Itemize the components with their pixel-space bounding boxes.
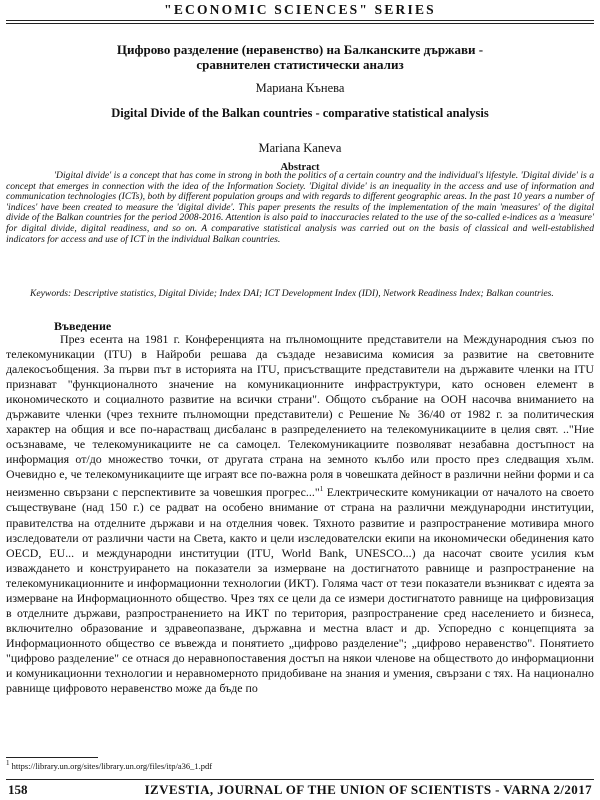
title-bulgarian-line2: сравнителен статистически анализ: [196, 57, 404, 72]
page-number: 158: [8, 782, 28, 797]
body-paragraph: [6, 332, 594, 696]
footnote-reference[interactable]: 1: [319, 485, 324, 494]
keywords: Keywords: Descriptive statistics, Digital Divide; Index DAI; ICT Development Index (IDI), Network Readiness Index; Balkan countries.: [30, 288, 554, 299]
footnote-rule: [6, 757, 98, 758]
series-header: "ECONOMIC SCIENCES" SERIES: [164, 2, 436, 17]
footnote-link[interactable]: https://library.un.org/sites/library.un.org/files/itp/a36_1.pdf: [9, 760, 213, 771]
header-rule-double: [6, 23, 594, 24]
title-english: Digital Divide of the Balkan countries - comparative statistical analysis: [111, 106, 489, 120]
abstract-text: 'Digital divide' is a concept that has come in strong in both the politics of a certain country and the individual's lifestyle. 'Digital divide' is a concept that emerges in connection with the idea of the Information Society. 'Digital divide' is an inequality in the access and use of information and communication technologies (ICTs), both by different population groups and with regards to different geographic areas. In the past 10 years a number of 'indices' have been created to measure the 'digital divide'. This paper presents the results of the implementation of the main 'measures' of the digital divide of the Balkan countries for the period 2008-2016. Attention is also paid to inaccuracies related to the use of the so-called e-indices as a 'measure' for digital divide, digital readiness, and so on. A comparative statistical analysis was carried out on the basis of classical and well-established indicators for access and use of ICT in the individual Balkan countries.: [6, 170, 594, 245]
header-rule: [6, 20, 594, 21]
footnote: [6, 759, 212, 771]
footnote-mark: 1: [6, 759, 10, 767]
journal-name: IZVESTIA, JOURNAL OF THE UNION OF SCIENTISTS - VARNA 2/2017: [144, 782, 592, 797]
body-text-part1: През есента на 1981 г. Конференцията на пълномощните представители на Международния съюз по телекомуникации (ITU) в Найроби решава да създаде независима комисия за развитие на световните далекосъобщения. За първи път в историята на ITU, присъстващите представители на държавите членки на ITU признават "функционалното значение на комуникационните инфраструктури, като основен елемент в икономическото и социалното развитие на всички страни". Общото събрание на ООН насочва вниманието на държавите членки (чрез техните пълномощни представители) с Решение № 36/40 от 1982 г. за политическия характер на общия и все по-нарастващ дисбаланс в разпределението на телекомуникациите в целия свят. .."Ние осъзнаваме, че телекомуникациите не са самоцел. Телекомуникациите позволяват незабавна достъпност на информация от/до множество точки, от другата страна на земното кълбо или просто през следващия хълм. Очевидно е, че телекомуникациите ще играят все по-важна роля в човешката дейност в различни нейни форми и са неизменно свързани с перспективите за човешкия прогрес...": [6, 332, 594, 500]
author-bulgarian: Мариана Кънева: [255, 81, 345, 95]
abstract-heading: Abstract: [280, 162, 320, 173]
body-text-part2: Електрическите комуникации от началото на своето съществуване (над 150 г.) се радват на особено внимание от страна на различни международни институции, правителства на отделните държави и на отделния човек. Тяхното развитие и разпространение мотивира много изследователи от различни части на Света, както и цели изследователски екипи на икономически обединения като OECD, EU... и международни институции (ITU, World Bank, UNESCO...) да насочат своите усилия към изваждането и конструирането на показатели за измерване на достигнатото равнище и разпространение на телекомуникационните и информационни технологии (ИКТ). Голяма част от тези показатели възникват с идеята за измерване на Информационното общество. Чрез тях се цели да се измери достигнатото равнище на цифровизация в отделните държави, разпространението на ИКТ по територия, разпространение сред населението и бизнеса, включително образование и здравеопазване, държавна и местна власт и др. Успоредно с концепцията за Информационното общество се въвежда и понятието „цифрово разделение"; „цифрово неравенство". Понятието "цифрово разделение" се отнася до неравнопоставения достъп на някои членове на обществото до информационни и комуникационни технологии и неравномерното придобиване на знания и умения, свързани с тях. На национално равнище цифровото неравенство може да бъде по: [6, 485, 594, 696]
title-bulgarian: [30, 42, 570, 72]
author-english: Mariana Kaneva: [258, 141, 342, 155]
footer-rule: [6, 779, 594, 780]
section-heading-introduction: Въведение: [54, 319, 112, 333]
title-bulgarian-line1: Цифрово разделение (неравенство) на Балканските държави -: [116, 42, 484, 57]
